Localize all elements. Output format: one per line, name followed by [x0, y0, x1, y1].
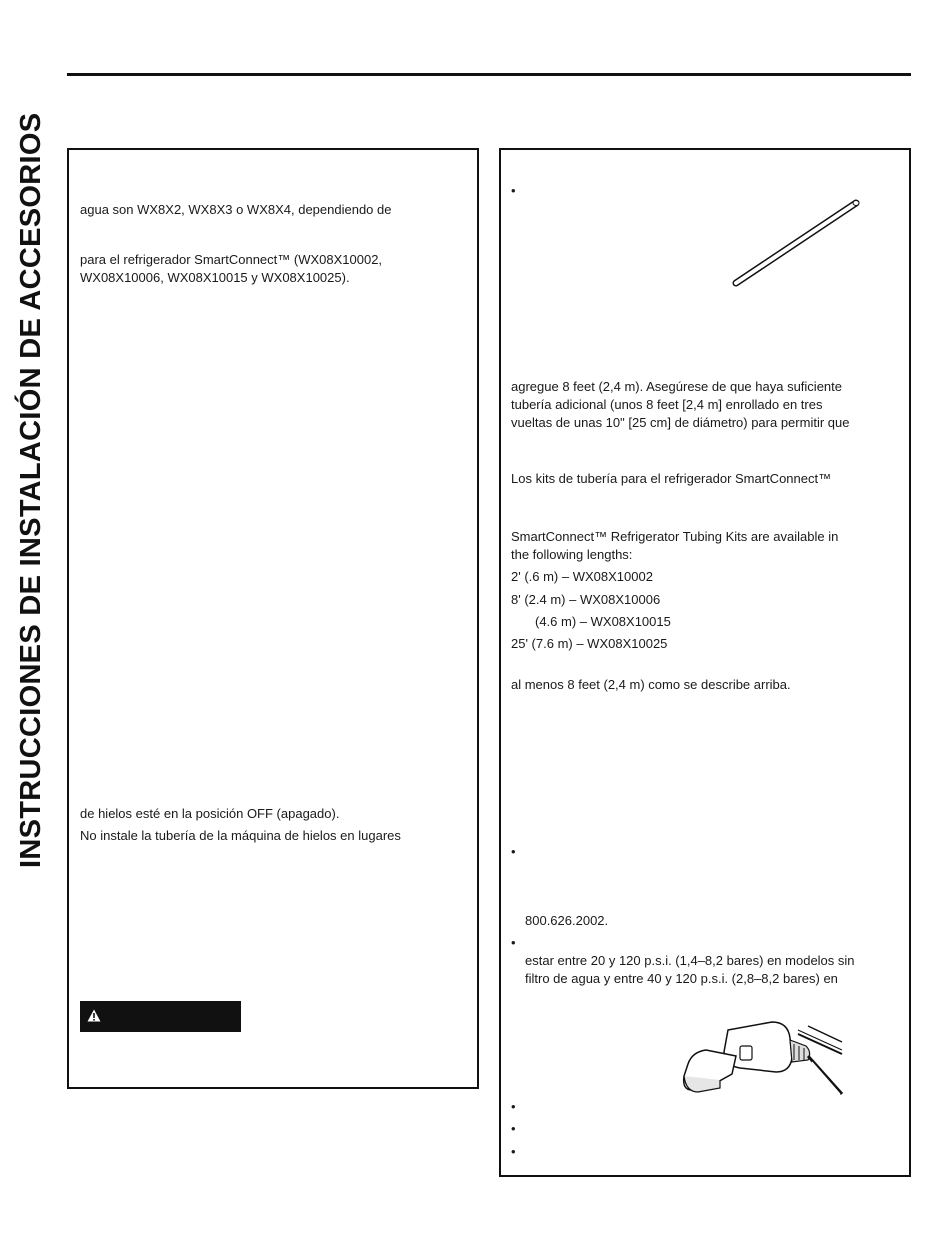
left-paragraph-2-line-1: para el refrigerador SmartConnect™ (WX08X10002, — [80, 252, 383, 267]
left-paragraph-4: No instale la tubería de la máquina de hielos en lugares — [80, 828, 401, 843]
right-paragraph-2: Los kits de tubería para el refrigerador SmartConnect™ — [511, 471, 832, 486]
left-paragraph-3: de hielos esté en la posición OFF (apagado). — [80, 806, 340, 821]
right-paragraph-6-line-2: filtro de agua y entre 40 y 120 p.s.i. (2,8–8,2 bares) en — [525, 971, 838, 986]
right-paragraph-3-line-1: SmartConnect™ Refrigerator Tubing Kits are available in — [511, 529, 839, 544]
warning-triangle-icon — [87, 1009, 101, 1022]
side-title-text: INSTRUCCIONES DE INSTALACIÓN DE ACCESORIOS — [15, 112, 47, 868]
bullet: • — [511, 935, 516, 950]
right-paragraph-1-line-1: agregue 8 feet (2,4 m). Asegúrese de que haya suficiente — [511, 379, 842, 394]
right-paragraph-4: al menos 8 feet (2,4 m) como se describe arriba. — [511, 677, 791, 692]
kit-list-item: 8' (2.4 m) – WX08X10006 — [511, 592, 661, 607]
left-paragraph-1: agua son WX8X2, WX8X3 o WX8X4, dependiendo de — [80, 202, 392, 217]
bullet: • — [511, 1099, 516, 1114]
right-paragraph-1-line-2: tubería adicional (unos 8 feet [2,4 m] enrollado en tres — [511, 397, 823, 412]
left-paragraph-2-line-2: WX08X10006, WX08X10015 y WX08X10025). — [80, 270, 350, 285]
bullet: • — [511, 844, 516, 859]
side-title — [14, 38, 48, 868]
bullet: • — [511, 1144, 516, 1159]
kit-list-item: 25' (7.6 m) – WX08X10025 — [511, 636, 668, 651]
drill-illustration — [680, 1018, 850, 1100]
phone-number: 800.626.2002. — [525, 913, 609, 928]
top-divider — [67, 73, 911, 76]
tubing-illustration — [728, 195, 864, 291]
bullet: • — [511, 1121, 516, 1136]
kit-list-item: (4.6 m) – WX08X10015 — [535, 614, 671, 629]
bullet: • — [511, 183, 516, 198]
right-paragraph-1-line-3: vueltas de unas 10" [25 cm] de diámetro) para permitir que — [511, 415, 850, 430]
warning-banner — [80, 1001, 241, 1032]
right-paragraph-3-line-2: the following lengths: — [511, 547, 633, 562]
right-paragraph-6-line-1: estar entre 20 y 120 p.s.i. (1,4–8,2 bares) en modelos sin — [525, 953, 855, 968]
left-panel — [67, 148, 479, 1089]
kit-list-item: 2' (.6 m) – WX08X10002 — [511, 569, 653, 584]
